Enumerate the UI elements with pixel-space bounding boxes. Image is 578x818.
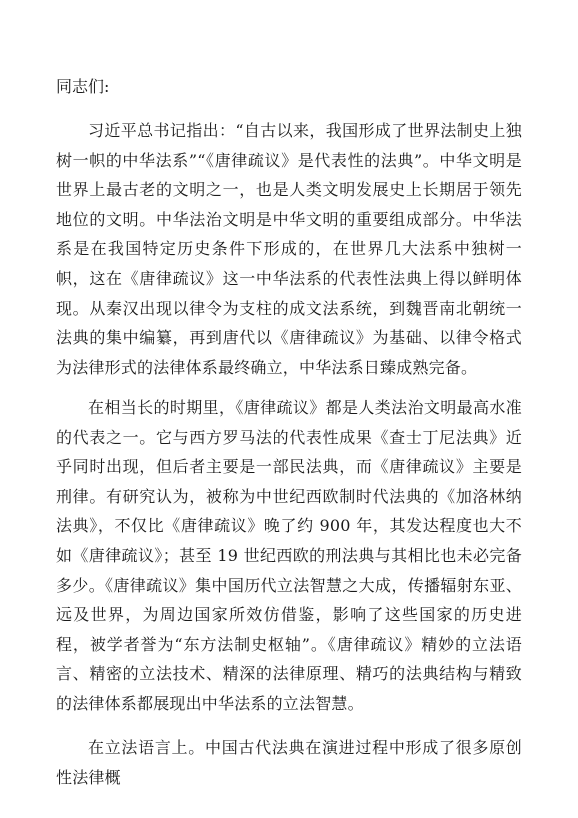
paragraph-2: 在相当长的时期里，《唐律疏议》都是人类法治文明最高水准的代表之一。它与西方罗马法的代表性成果《查士丁尼法典》近乎同时出现，但后者主要是一部民法典，而《唐律疏议》主要是刑律。有研究认为，被称为中世纪西欧制时代法典的《加洛林纳法典》，不仅比《唐律疏议》晚了约 900 年，其发达程度也大不如《唐律疏议》；甚至 19 世纪西欧的刑法典与其相比也未必完备多少。《唐律疏议》集中国历代立法智慧之大成，传播辐射东亚、远及世界，为周边国家所效仿借鉴，影响了这些国家的历史进程，被学者誉为“东方法制史枢轴”。《唐律疏议》精妙的立法语言、精密的立法技术、精深的法律原理、精巧的法典结构与精致的法律体系都展现出中华法系的立法智慧。 (56, 398, 522, 713)
paragraph-1: 习近平总书记指出：“自古以来，我国形成了世界法制史上独树一帜的中华法系”“《唐律疏议》是代表性的法典”。中华文明是世界上最古老的文明之一，也是人类文明发展史上长期居于领先地位的文明。中华法治文明是中华文明的重要组成部分。中华法系是在我国特定历史条件下形成的，在世界几大法系中独树一帜，这在《唐律疏议》这一中华法系的代表性法典上得以鲜明体现。从秦汉出现以律令为支柱的成文法系统，到魏晋南北朝统一法典的集中编纂，再到唐代以《唐律疏议》为基础、以律令格式为法律形式的法律体系最终确立，中华法系日臻成熟完备。 (56, 121, 522, 377)
paragraph-3: 在立法语言上。中国古代法典在演进过程中形成了很多原创性法律概 (56, 738, 522, 787)
salutation: 同志们: (56, 77, 110, 96)
